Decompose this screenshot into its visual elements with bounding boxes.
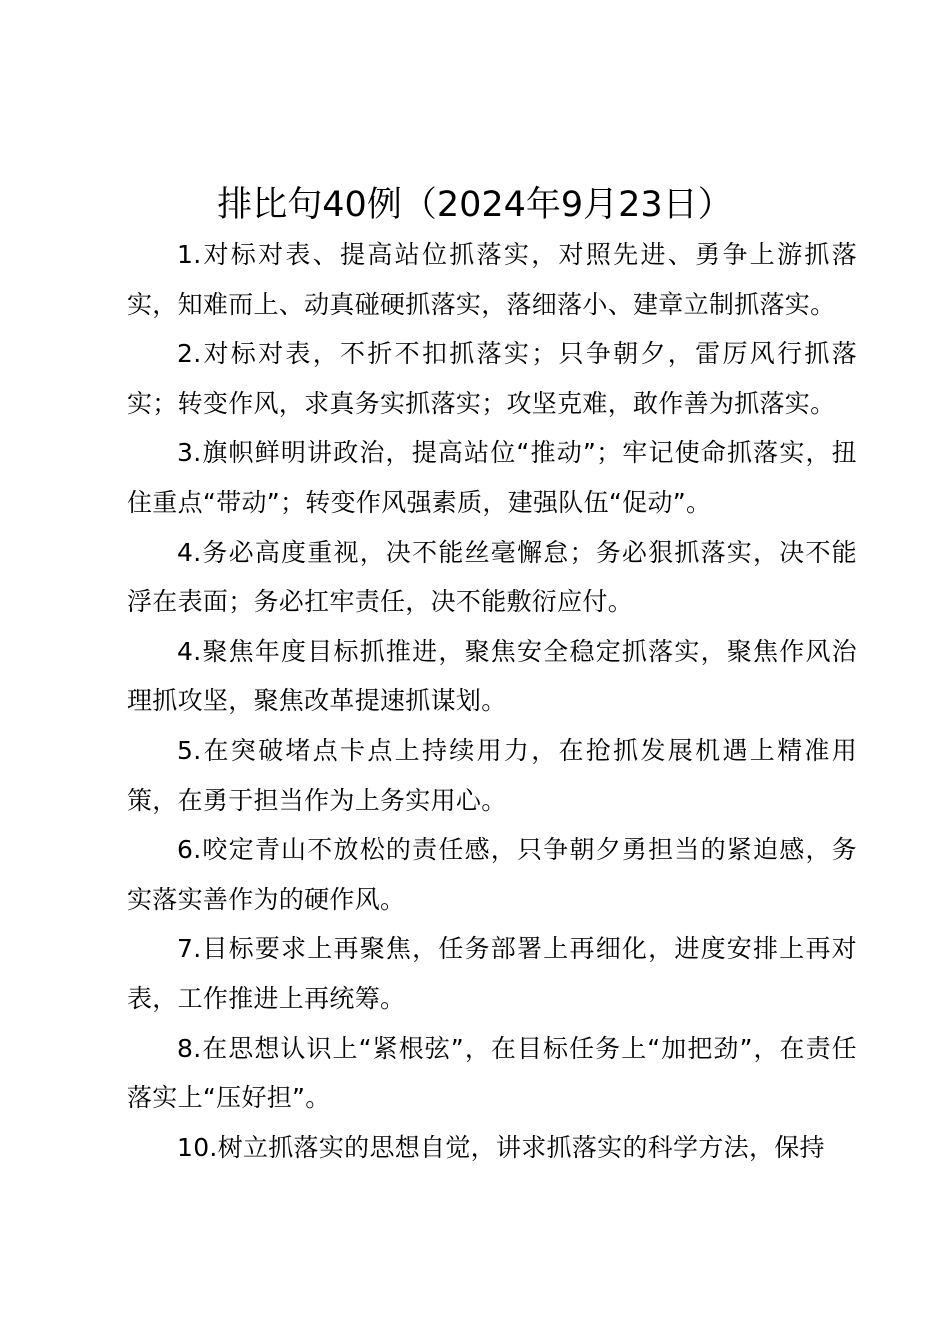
paragraph-10: 10.树立抓落实的思想自觉，讲求抓落实的科学方法，保持 [177,1132,825,1162]
paragraph-7: 6.咬定青山不放松的责任感，只争朝夕勇担当的紧迫感，务实落实善作为的硬作风。 [127,835,857,914]
document-title: 排比句40例（2024年9月23日） [217,185,733,225]
document-body [127,230,857,1172]
paragraph-2: 2.对标对表，不折不扣抓落实；只争朝夕，雷厉风行抓落实；转变作风，求真务实抓落实；攻坚克难，敢作善为抓落实。 [127,339,857,418]
paragraph-6: 5.在突破堵点卡点上持续用力，在抢抓发展机遇上精准用策，在勇于担当作为上务实用心。 [127,735,857,815]
paragraph-4: 4.务必高度重视，决不能丝毫懈怠；务必狠抓落实，决不能浮在表面；务必扛牢责任，决不能敷衍应付。 [127,537,857,617]
paragraph-5: 4.聚焦年度目标抓推进，聚焦安全稳定抓落实，聚焦作风治理抓攻坚，聚焦改革提速抓谋划。 [127,636,857,716]
paragraph-1: 1.对标对表、提高站位抓落实，对照先进、勇争上游抓落实，知难而上、动真碰硬抓落实，落细落小、建章立制抓落实。 [127,240,857,319]
paragraph-8: 7.目标要求上再聚焦，任务部署上再细化，进度安排上再对表，工作推进上再统筹。 [127,934,857,1013]
paragraph-3: 3.旗帜鲜明讲政治，提高站位“推动”；牢记使命抓落实，扭住重点“带动”；转变作风强素质，建强队伍“促动”。 [127,438,857,517]
paragraph-9: 8.在思想认识上“紧根弦”，在目标任务上“加把劲”，在责任落实上“压好担”。 [127,1033,857,1113]
